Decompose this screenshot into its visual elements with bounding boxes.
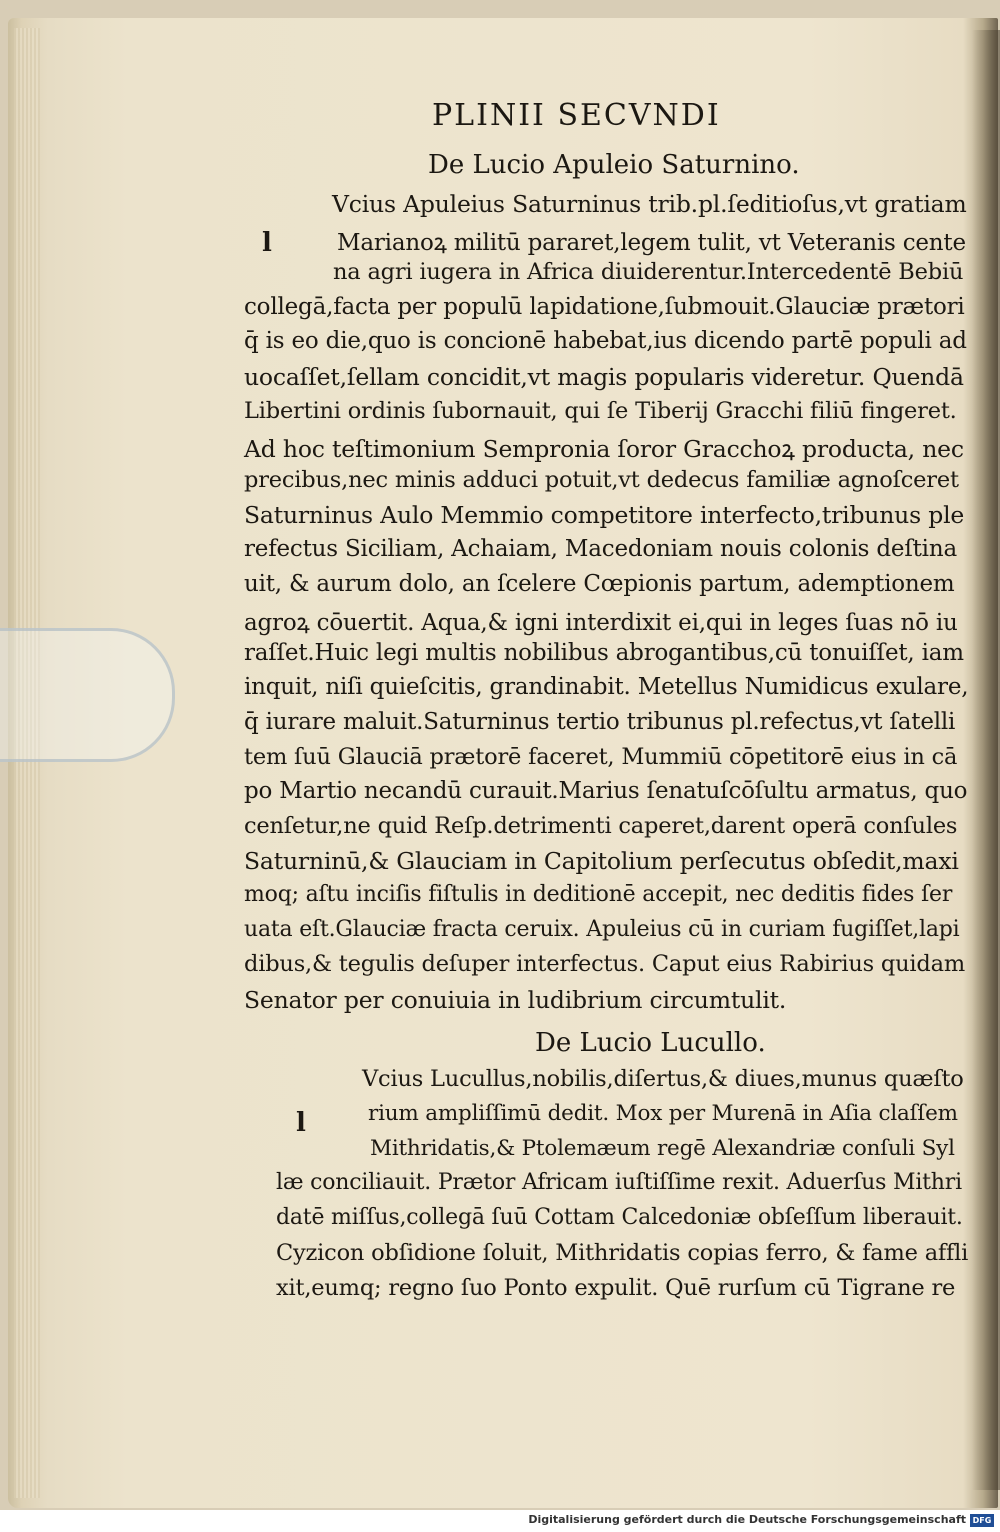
text-line: Libertini ordinis ſubornauit, qui ſe Tiberij Gracchi filiū fingeret. — [244, 397, 957, 424]
text-line: dibus,& tegulis deſuper interfectus. Caput eius Rabirius quidam — [244, 951, 965, 978]
text-line: læ conciliauit. Prætor Africam iuſtiſſime rexit. Aduerſus Mithri — [276, 1170, 962, 1196]
text-line: precibus,nec minis adduci potuit,vt dedecus familiæ agnoſceret — [244, 466, 959, 493]
text-line: xit,eumq; regno ſuo Ponto expulit. Quē rurſum cū Tigrane re — [276, 1274, 956, 1301]
text-line: Saturninū,& Glauciam in Capitolium perſecutus obſedit,maxi — [244, 847, 959, 876]
text-line: uocaſſet,ſellam concidit,vt magis popularis videretur. Quendā — [244, 363, 964, 391]
drop-initial: l — [262, 228, 272, 258]
text-line: Saturninus Aulo Memmio competitore interfecto,tribunus ple — [244, 501, 965, 530]
section-heading: De Lucio Lucullo. — [535, 1028, 766, 1058]
drop-initial: l — [296, 1108, 306, 1138]
text-line: uit, & aurum dolo, an ſcelere Cœpionis partum, ademptionem — [244, 570, 955, 597]
text-line: na agri iugera in Africa diuiderentur.Intercedentē Bebiū — [333, 259, 964, 286]
text-line: cenſetur,ne quid Reſp.detrimenti caperet,darent operā conſules — [244, 812, 958, 839]
text-line: Senator per conuiuia in ludibrium circumtulit. — [244, 985, 787, 1014]
text-line: refectus Siciliam, Achaiam, Macedoniam nouis colonis deſtina — [244, 536, 957, 562]
dfg-logo: DFG — [970, 1514, 994, 1527]
page-leaves-edge — [14, 28, 40, 1498]
text-line: Vcius Apuleius Saturninus trib.pl.ſeditioſus,vt gratiam — [332, 190, 967, 218]
footer-bar — [0, 1510, 1000, 1532]
footer-credit: Digitalisierung gefördert durch die Deutsche Forschungsgemeinschaft — [528, 1513, 966, 1526]
paper-clip — [0, 628, 175, 762]
text-line: tem ſuū Glauciā prætorē faceret, Mummiū cōpetitorē eius in cā — [244, 743, 958, 770]
text-line: moq; aſtu inciſis fiſtulis in deditionē accepit, nec deditis fides ſer — [244, 882, 953, 907]
text-line: Ad hoc teſtimonium Sempronia ſoror Gracchoꝝ producta, nec — [244, 435, 964, 464]
text-line: q̄ iurare maluit.Saturninus tertio tribunus pl.refectus,vt ſatelli — [244, 709, 956, 735]
text-line: Mithridatis,& Ptolemæum regē Alexandriæ conſuli Syl — [370, 1135, 955, 1161]
text-line: raſſet.Huic legi multis nobilibus abrogantibus,cū tonuiſſet, iam — [244, 639, 964, 666]
text-line: datē miſſus,collegā ſuū Cottam Calcedoniæ obſeſſum liberauit. — [276, 1205, 963, 1231]
text-line: uata eſt.Glauciæ fracta ceruix. Apuleius cū in curiam fugiſſet,lapi — [244, 916, 960, 942]
binding-gutter-shadow — [972, 30, 1000, 1490]
text-line: Marianoꝝ militū pararet,legem tulit, vt Veteranis cente — [337, 229, 966, 256]
text-line: po Martio necandū curauit.Marius ſenatuſcōſultu armatus, quo — [244, 778, 968, 805]
text-line: Cyzicon obſidione ſoluit, Mithridatis copias ferro, & fame affli — [276, 1240, 969, 1266]
section-heading: De Lucio Apuleio Saturnino. — [428, 150, 800, 180]
text-line: Vcius Lucullus,nobilis,diſertus,& diues,munus quæſto — [362, 1066, 964, 1092]
text-line: rium ampliſſimū dedit. Mox per Murenā in Aſia claſſem — [368, 1100, 958, 1126]
running-head: PLINII SECVNDI — [432, 98, 721, 133]
text-line: agroꝝ cōuertit. Aqua,& igni interdixit ei,qui in leges ſuas nō iu — [244, 610, 958, 637]
text-line: inquit, niſi quieſcitis, grandinabit. Metellus Numidicus exulare, — [244, 674, 969, 701]
text-line: q̄ is eo die,quo is concionē habebat,ius dicendo partē populi ad — [244, 328, 967, 355]
text-line: collegā,facta per populū lapidatione,ſubmouit.Glauciæ prætori — [244, 293, 965, 320]
